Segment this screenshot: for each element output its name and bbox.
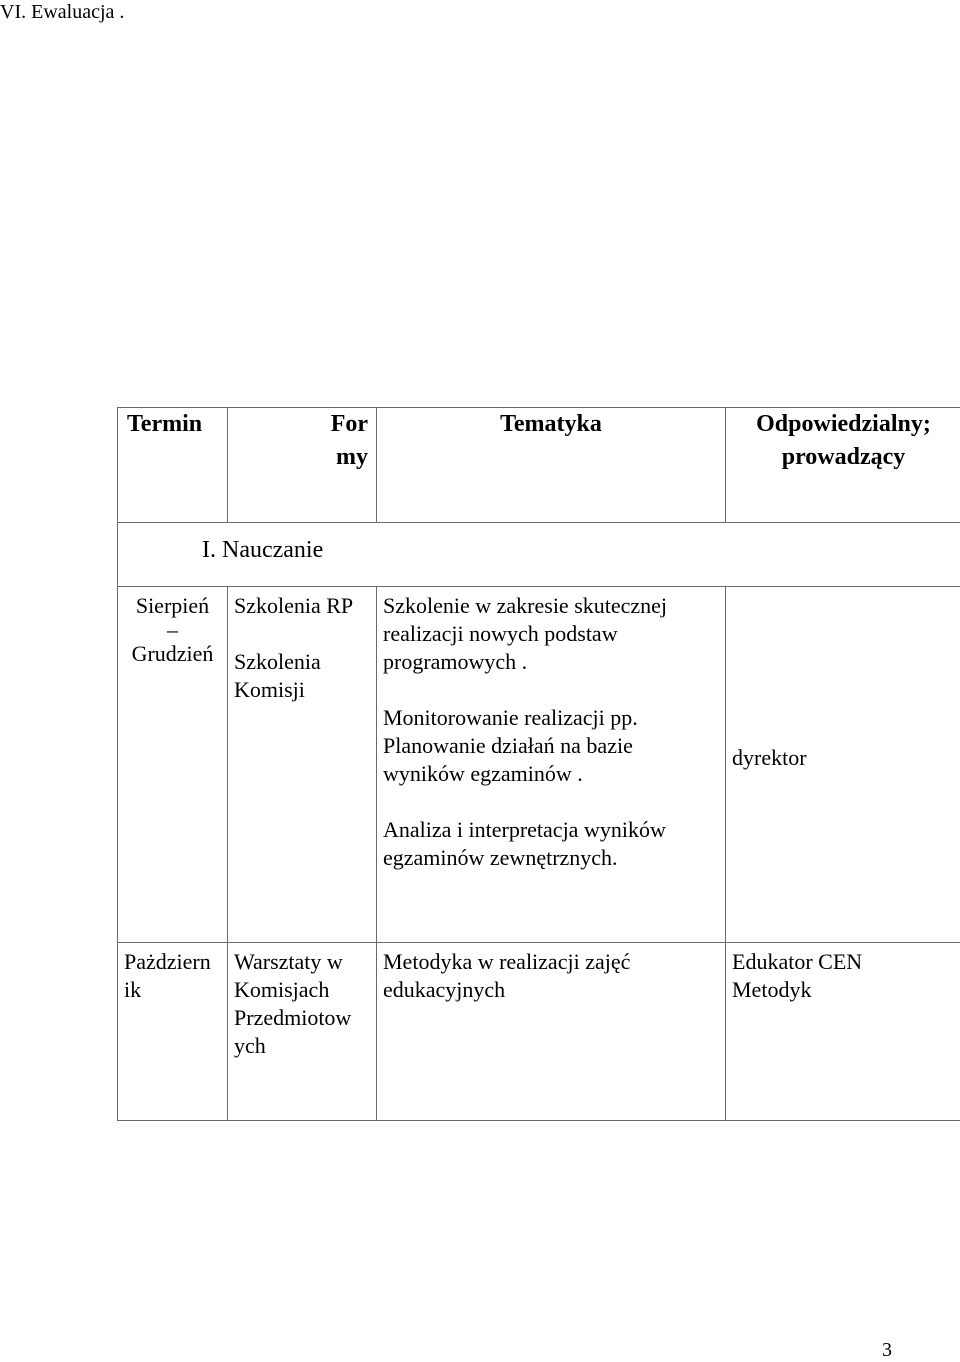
- header-formy: [228, 408, 377, 523]
- tematyka-line: edukacyjnych: [383, 976, 719, 1004]
- plan-table: [117, 407, 960, 1121]
- tematyka-line: Analiza i interpretacja wyników: [383, 816, 719, 844]
- termin-line: Grudzień: [124, 640, 221, 668]
- tematyka-line: wyników egzaminów .: [383, 760, 719, 788]
- table-row: [118, 587, 960, 943]
- formy-line: Szkolenia: [234, 620, 370, 676]
- formy-line: Przedmiotow: [234, 1004, 370, 1032]
- formy-line: ych: [234, 1032, 370, 1060]
- tematyka-line: Planowanie działań na bazie: [383, 732, 719, 760]
- header-row: [118, 408, 960, 523]
- tematyka-line: Szkolenie w zakresie skutecznej: [383, 592, 719, 620]
- header-termin: Termin: [118, 408, 228, 523]
- header-tematyka: Tematyka: [377, 408, 726, 523]
- cell-tematyka: [377, 943, 726, 1121]
- cell-formy: [228, 943, 377, 1121]
- cell-termin: [118, 587, 228, 943]
- termin-line: ik: [124, 976, 221, 1004]
- section-title: I. Nauczanie: [118, 523, 960, 587]
- tematyka-line: egzaminów zewnętrznych.: [383, 844, 719, 872]
- cell-odpowiedzialny: dyrektor: [726, 587, 960, 943]
- tematyka-line: Metodyka w realizacji zajęć: [383, 948, 719, 976]
- header-formy-line1: For: [228, 408, 368, 441]
- table-row: [118, 943, 960, 1121]
- page-number: 3: [882, 1338, 892, 1362]
- formy-line: Szkolenia RP: [234, 592, 370, 620]
- tematyka-line: programowych .: [383, 648, 719, 676]
- formy-line: Komisji: [234, 676, 370, 704]
- cell-formy: [228, 587, 377, 943]
- cell-tematyka: [377, 587, 726, 943]
- tematyka-line: realizacji nowych podstaw: [383, 620, 719, 648]
- header-odpowiedzialny-line1: Odpowiedzialny;: [726, 408, 960, 441]
- termin-line: Pażdziern: [124, 948, 221, 976]
- section-heading: VI. Ewaluacja .: [0, 0, 124, 24]
- odpowiedzialny-line: Metodyk: [732, 976, 955, 1004]
- tematyka-line: Monitorowanie realizacji pp.: [383, 704, 719, 732]
- cell-termin: [118, 943, 228, 1121]
- formy-line: Komisjach: [234, 976, 370, 1004]
- odpowiedzialny-line: Edukator CEN: [732, 948, 955, 976]
- termin-line: –: [124, 620, 221, 640]
- section-row: [118, 523, 960, 587]
- cell-odpowiedzialny: [726, 943, 960, 1121]
- header-odpowiedzialny-line2: prowadzący: [726, 441, 960, 474]
- header-odpowiedzialny: [726, 408, 960, 523]
- termin-line: Sierpień: [124, 592, 221, 620]
- header-formy-line2: my: [228, 441, 368, 474]
- formy-line: Warsztaty w: [234, 948, 370, 976]
